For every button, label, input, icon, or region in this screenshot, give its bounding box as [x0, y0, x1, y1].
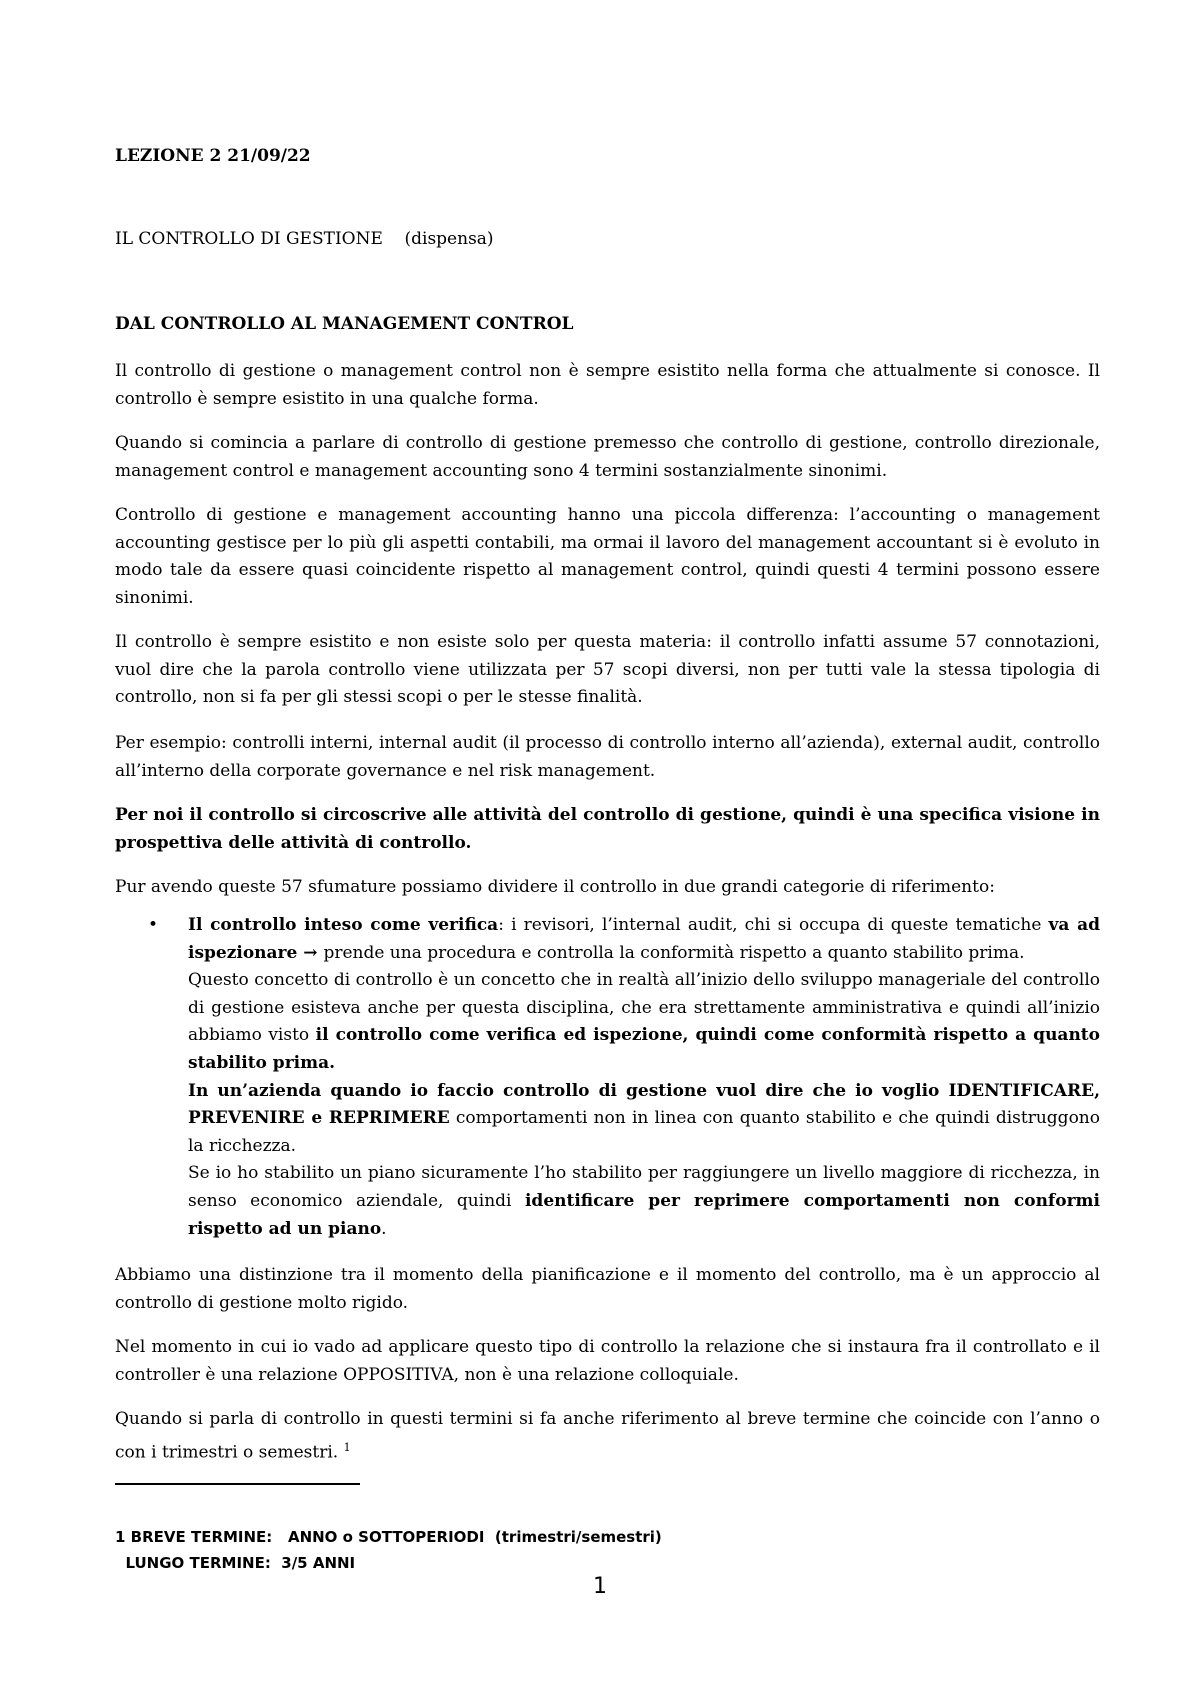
- bullet-paragraph-1: [188, 912, 1100, 967]
- bullet-p3-text: comportamenti non in linea con quanto stabilito e che quindi distruggono la ricchezza.: [188, 1108, 1100, 1156]
- footnote-line-1: 1 BREVE TERMINE: ANNO o SOTTOPERIODI (trimestri/semestri): [115, 1528, 662, 1546]
- bullet-lead-bold-2: va ad ispezionare: [188, 915, 1100, 963]
- paragraph-2: Quando si comincia a parlare di controllo di gestione premesso che controllo di gestione, controllo direzionale, management control e management accounting sono 4 termini sostanzialmente sinonimi.: [115, 433, 1100, 481]
- page-number: 1: [593, 1574, 607, 1599]
- arrow-icon: →: [297, 942, 324, 963]
- footnote-reference[interactable]: 1: [343, 1440, 351, 1454]
- paragraph-10: [115, 1406, 1100, 1467]
- paragraph-3: Controllo di gestione e management accounting hanno una piccola differenza: l’accounting o management accounting gestisce per lo più gli aspetti contabili, ma ormai il lavoro del management accountant si è evoluto in modo tale da essere quasi coincidente rispetto al management control, quindi questi 4 termini possono essere sinonimi.: [115, 505, 1100, 608]
- paragraph-9: Nel momento in cui io vado ad applicare questo tipo di controllo la relazione che si instaura fra il controllato e il controller è una relazione OPPOSITIVA, non è una relazione colloquiale.: [115, 1337, 1100, 1385]
- bullet-paragraph-3: [188, 1078, 1100, 1161]
- bullet-item-verifica: [188, 912, 1100, 1243]
- bullet-marker: •: [148, 915, 159, 935]
- bullet-p2-text: Questo concetto di controllo è un concetto che in realtà all’inizio dello sviluppo manageriale del controllo di gestione esisteva anche per questa disciplina, che era strettamente amministrativa e quindi all’inizio abbiamo visto: [188, 970, 1100, 1046]
- paragraph-4: Il controllo è sempre esistito e non esiste solo per questa materia: il controllo infatti assume 57 connotazioni, vuol dire che la parola controllo viene utilizzata per 57 scopi diversi, non per tutti vale la stessa tipologia di controllo, non si fa per gli stessi scopi o per le stesse finalità.: [115, 632, 1100, 708]
- bullet-lead-text: : i revisori, l’internal audit, chi si occupa di queste tematiche: [498, 915, 1049, 935]
- footnote-separator: [115, 1483, 360, 1485]
- paragraph-8: Abbiamo una distinzione tra il momento della pianificazione e il momento del controllo, ma è un approccio al controllo di gestione molto rigido.: [115, 1265, 1100, 1313]
- section-heading: DAL CONTROLLO AL MANAGEMENT CONTROL: [115, 314, 574, 334]
- bullet-p4-bold: identificare per reprimere comportamenti non conformi rispetto ad un piano: [188, 1190, 1100, 1239]
- bullet-lead-text-2: prende una procedura e controlla la conformità rispetto a quanto stabilito prima.: [323, 942, 1025, 963]
- paragraph-6-emphasis: Per noi il controllo si circoscrive alle attività del controllo di gestione, quindi è una specifica visione in prospettiva delle attività di controllo.: [115, 805, 1100, 853]
- paragraph-1: Il controllo di gestione o management control non è sempre esistito nella forma che attualmente si conosce. Il controllo è sempre esistito in una qualche forma.: [115, 361, 1100, 409]
- paragraph-5: Per esempio: controlli interni, internal audit (il processo di controllo interno all’azienda), external audit, controllo all’interno della corporate governance e nel risk management.: [115, 733, 1100, 781]
- bullet-lead-bold: Il controllo inteso come verifica: [188, 915, 499, 935]
- bullet-p2-bold: il controllo come verifica ed ispezione, quindi come conformità rispetto a quanto stabilito prima.: [188, 1025, 1100, 1073]
- lesson-title: LEZIONE 2 21/09/22: [115, 146, 311, 166]
- bullet-paragraph-2: [188, 967, 1100, 1077]
- bullet-p3-bold: In un’azienda quando io faccio controllo di gestione vuol dire che io voglio IDENTIFICARE, PREVENIRE e REPRIMERE: [188, 1080, 1100, 1129]
- bullet-p4-text: Se io ho stabilito un piano sicuramente l’ho stabilito per raggiungere un livello maggiore di ricchezza, in senso economico aziendale, quindi: [188, 1163, 1100, 1211]
- footnote-line-2: LUNGO TERMINE: 3/5 ANNI: [115, 1554, 356, 1572]
- paragraph-10-text: Quando si parla di controllo in questi termini si fa anche riferimento al breve termine che coincide con l’anno o con i trimestri o semestri.: [115, 1409, 1100, 1463]
- main-title: IL CONTROLLO DI GESTIONE (dispensa): [115, 229, 494, 249]
- bullet-paragraph-4: [188, 1160, 1100, 1243]
- paragraph-7: Pur avendo queste 57 sfumature possiamo dividere il controllo in due grandi categorie di riferimento:: [115, 877, 995, 897]
- bullet-p4-end: .: [381, 1218, 387, 1239]
